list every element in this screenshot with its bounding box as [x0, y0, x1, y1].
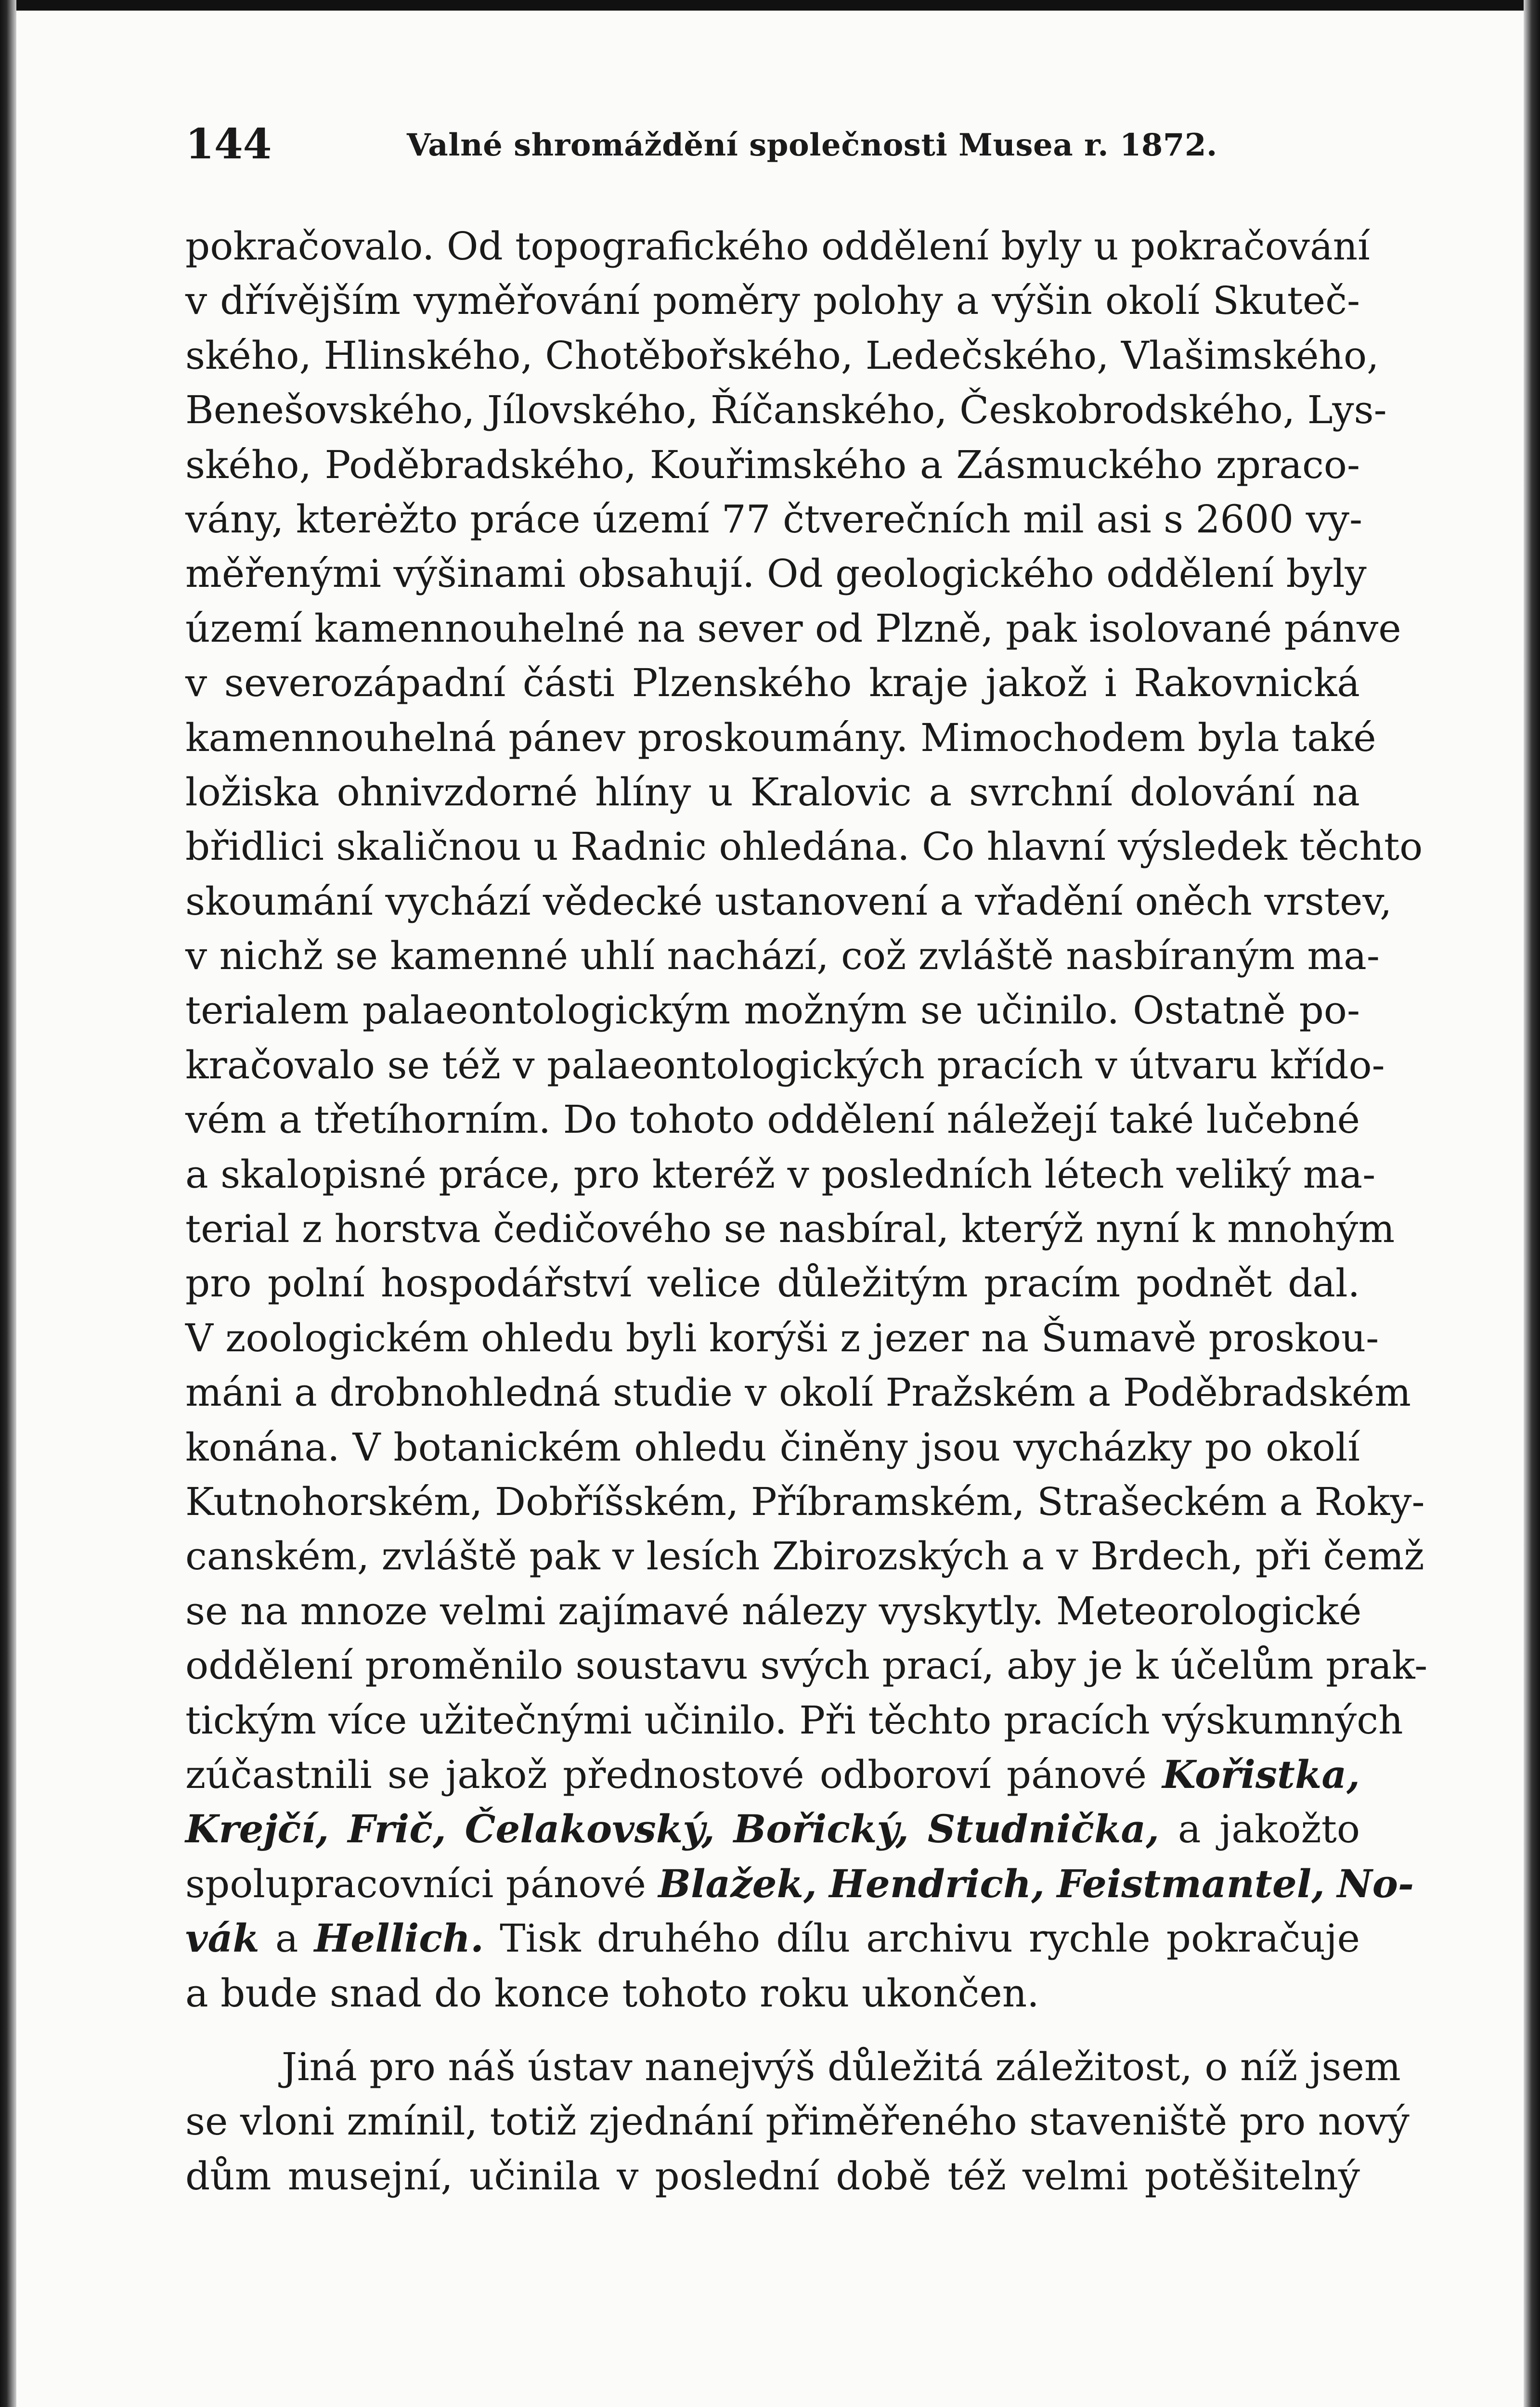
- text-line: [185, 1802, 1360, 1856]
- name-krejci: Krejčí,: [185, 1806, 329, 1852]
- text-fragment: a: [275, 1916, 298, 1961]
- text-line: ského, Poděbradského, Kouřimského a Zásmuckého zpraco-: [185, 442, 1360, 487]
- text-line: oddělení proměnilo soustavu svých prací, aby je k účelům prak-: [185, 1643, 1428, 1688]
- name-koristka: Kořistka,: [1162, 1751, 1360, 1797]
- text-line: kračovalo se též v palaeontologických pracích v útvaru křído-: [185, 1042, 1385, 1087]
- text-line: měřenými výšinami obsahují. Od geologického oddělení byly: [185, 551, 1367, 596]
- paragraph-gap: [185, 2020, 1360, 2040]
- name-feistmantel: Feistmantel,: [1057, 1861, 1325, 1906]
- text-line: terialem palaeontologickým možným se učinilo. Ostatně po-: [185, 988, 1360, 1033]
- name-hellich: Hellich.: [314, 1915, 484, 1961]
- text-line: tickým více užitečnými učinilo. Při těchto pracích výskumných: [185, 1697, 1403, 1743]
- text-line: Benešovského, Jílovského, Říčanského, Českobrodského, Lys-: [185, 388, 1387, 433]
- name-celakovsky: Čelakovský,: [465, 1806, 715, 1852]
- text-line: pro polní hospodářství velice důležitým pracím podnět dal.: [185, 1261, 1360, 1306]
- text-line: se na mnoze velmi zajímavé nálezy vyskytly. Meteorologické: [185, 1588, 1362, 1633]
- name-novak-part1: No-: [1337, 1861, 1414, 1906]
- running-head: Valné shromáždění společnosti Musea r. 1872.: [407, 127, 1217, 163]
- scan-border-top: [0, 0, 1540, 11]
- name-novak-part2: vák: [185, 1915, 259, 1961]
- text-line: [185, 1747, 1360, 1802]
- text-line: Kutnohorském, Dobříšském, Příbramském, Strašeckém a Roky-: [185, 1479, 1425, 1524]
- text-line: a bude snad do konce tohoto roku ukončen.: [185, 1970, 1039, 2016]
- text-fragment: a jakožto: [1178, 1807, 1360, 1852]
- text-line: v dřívějším vyměřování poměry polohy a výšin okolí Skuteč-: [185, 278, 1360, 324]
- text-line: dům musejní, učinila v poslední době též velmi potěšitelný: [185, 2153, 1360, 2199]
- text-line: Jiná pro náš ústav nanejvýš důležitá záležitost, o níž jsem: [282, 2044, 1401, 2089]
- text-line: v severozápadní části Plzenského kraje jakož i Rakovnická: [185, 660, 1360, 706]
- scan-border-right: [1524, 0, 1540, 2407]
- text-line: skoumání vychází vědecké ustanovení a vřadění oněch vrstev,: [185, 879, 1392, 924]
- page-number: 144: [185, 120, 272, 168]
- body-text: [185, 219, 1428, 2203]
- name-studnicka: Studnička,: [927, 1806, 1160, 1852]
- page-header: [185, 116, 1362, 168]
- text-line: vány, kterėžto práce území 77 čtverečních mil asi s 2600 vy-: [185, 496, 1363, 542]
- text-line: [185, 1857, 1414, 1911]
- text-fragment: zúčastnili se jakož přednostové odboroví pánové: [185, 1752, 1147, 1797]
- text-line: pokračovalo. Od topografického oddělení byly u pokračování: [185, 224, 1370, 269]
- text-line: v nichž se kamenné uhlí nachází, což zvláště nasbíraným ma-: [185, 933, 1380, 979]
- name-fric: Frič,: [348, 1806, 446, 1852]
- name-hendrich: Hendrich,: [829, 1861, 1045, 1906]
- text-line: máni a drobnohledná studie v okolí Pražském a Poděbradském: [185, 1370, 1411, 1415]
- text-line: se vloni zmínil, totiž zjednání přiměřeného staveniště pro nový: [185, 2099, 1410, 2144]
- text-line: terial z horstva čedičového se nasbíral, kterýž nyní k mnohým: [185, 1206, 1395, 1252]
- text-line: vém a třetíhorním. Do tohoto oddělení náležejí také lučebné: [185, 1097, 1360, 1142]
- name-blazek: Blažek,: [658, 1861, 817, 1906]
- name-boricky: Bořický,: [733, 1806, 909, 1852]
- text-fragment: spolupracovníci pánové: [185, 1861, 646, 1906]
- text-line: konána. V botanickém ohledu činěny jsou vycházky po okolí: [185, 1424, 1360, 1470]
- text-line: [185, 1911, 1360, 1966]
- text-line: břidlici skaličnou u Radnic ohledána. Co hlavní výsledek těchto: [185, 824, 1423, 869]
- text-line: a skalopisné práce, pro kteréž v posledních létech veliký ma-: [185, 1152, 1376, 1197]
- scan-border-left: [0, 0, 16, 2407]
- text-line: V zoologickém ohledu byli korýši z jezer na Šumavě proskou-: [185, 1315, 1379, 1360]
- text-line: kamennouhelná pánev proskoumány. Mimochodem byla také: [185, 715, 1376, 760]
- text-line: ského, Hlinského, Chotěbořského, Ledečského, Vlašimského,: [185, 333, 1379, 378]
- text-line: canském, zvláště pak v lesích Zbirozských a v Brdech, při čemž: [185, 1534, 1424, 1579]
- text-line: ložiska ohnivzdorné hlíny u Kralovic a svrchní dolování na: [185, 769, 1360, 815]
- text-fragment: Tisk druhého dílu archivu rychle pokračuje: [500, 1916, 1360, 1961]
- text-line: území kamennouhelné na sever od Plzně, pak isolované pánve: [185, 606, 1401, 651]
